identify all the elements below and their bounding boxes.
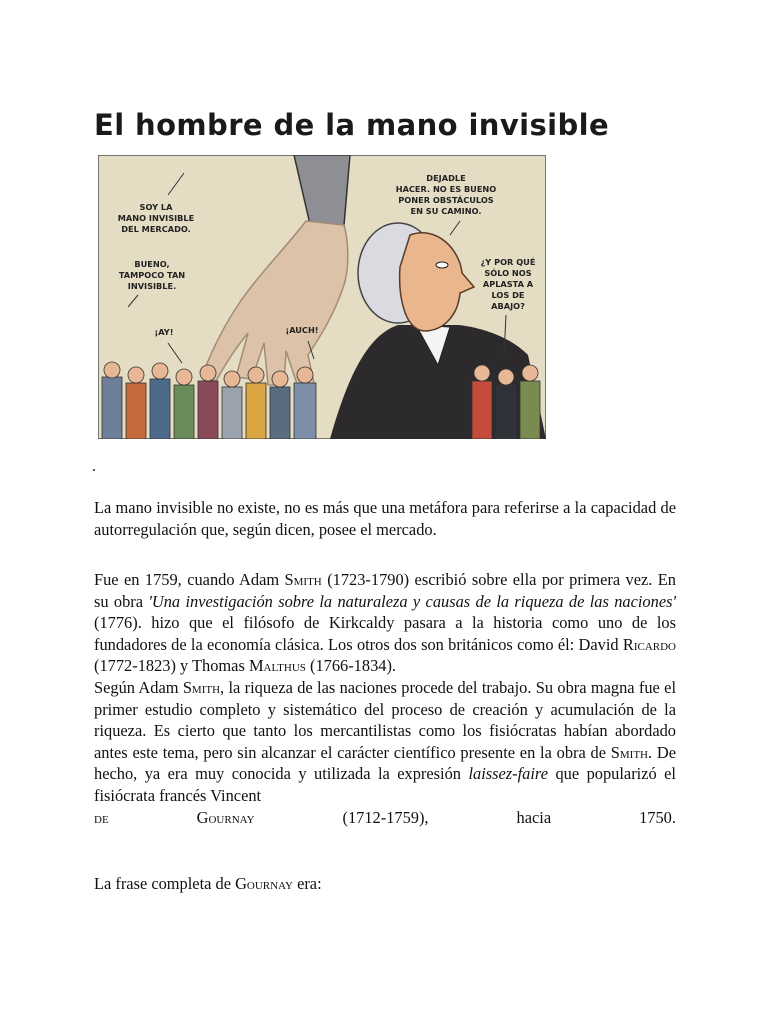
bubble-smith-line-4: EN SU CAMINO. (410, 206, 482, 216)
separator-dot: . (92, 458, 96, 475)
bubble-hand-line-2: MANO INVISIBLE (117, 213, 195, 223)
p2-text-d: (1772-1823) y Thomas (94, 656, 249, 676)
year-1750: 1750. (639, 807, 676, 827)
bubble-smith-line-1: DEJADLE (426, 173, 466, 183)
bubble-reply-line-3: INVISIBLE. (127, 281, 177, 291)
bubble-reply-line-1: BUENO, (134, 259, 170, 269)
de-word: de (94, 807, 109, 827)
smith-name: Smith (610, 742, 649, 762)
paragraph-3-last-line (94, 807, 676, 829)
cartoon-illustration (98, 155, 546, 439)
p2-text-a: Fue en 1759, cuando Adam (94, 570, 285, 589)
p3-text-d: que popularizó el fisiócrata francés Vincent (94, 764, 676, 805)
gournay-name: Gournay (196, 807, 255, 827)
p2-text-c: (1776). hizo que el filósofo de Kirkcaldy pasara a la historia como uno de los fundadores de la economía clásica. Los otros dos son británicos como él: David (94, 613, 676, 654)
gournay-name: Gournay (235, 874, 293, 893)
bubble-ay: ¡AY! (154, 327, 174, 337)
bubble-question-line-1: ¿Y POR QUÉ (480, 257, 536, 267)
p3-text-c: . De hecho, ya era muy conocida y utilizada la expresión (94, 742, 676, 784)
smith-name: Smith (182, 677, 221, 697)
hacia-word: hacia (516, 807, 552, 827)
paragraph-4 (94, 873, 676, 895)
bubble-question-line-4: LOS DE (491, 290, 525, 300)
p3-text-a: Según Adam (94, 677, 183, 697)
p4-text-a: La frase completa de (94, 874, 236, 893)
bubble-auch: ¡AUCH! (285, 325, 319, 335)
bubble-question-line-2: SÓLO NOS (484, 268, 532, 278)
page-title: El hombre de la mano invisible (94, 108, 610, 142)
gournay-years: (1712-1759), (342, 807, 429, 827)
p4-text-b: era: (292, 874, 322, 893)
paragraph-2 (94, 569, 676, 828)
paragraph-2-text (94, 569, 676, 677)
p2-text-e: (1766-1834). (305, 656, 397, 676)
bubble-question-line-3: APLASTA A (482, 279, 534, 289)
p2-text-b: (1723-1790) escribió sobre ella por primera vez. En su obra (94, 570, 676, 611)
smith-name: Smith (284, 570, 322, 589)
laissez-faire: laissez-faire (468, 764, 548, 784)
bubble-smith-line-3: PONER OBSTÁCULOS (398, 195, 494, 205)
paragraph-4-text (94, 873, 676, 895)
paragraph-1 (94, 497, 676, 540)
malthus-name: Malthus (248, 656, 306, 676)
paragraph-1-text: La mano invisible no existe, no es más que una metáfora para referirse a la capacidad de autorregulación que, según dicen, posee el mercado. (94, 498, 676, 539)
p3-text-b: , la riqueza de las naciones procede del trabajo. Su obra magna fue el primer estudio completo y sistemático del proceso de creación y acumulación de la riqueza. Es cierto que tanto los mercantilistas como los fisiócratas habían abordado antes este tema, pero sin alcanzar el carácter científico presente en la obra de (94, 677, 676, 762)
bubble-reply-line-2: TAMPOCO TAN (118, 270, 186, 280)
book-title: 'Una investigación sobre la naturaleza y causas de la riqueza de las naciones' (148, 591, 676, 611)
bubble-hand-line-1: SOY LA (139, 202, 173, 212)
bubble-hand-line-3: DEL MERCADO. (121, 224, 191, 234)
eye-shape (436, 262, 448, 268)
ricardo-name: Ricardo (622, 634, 676, 654)
bubble-question-line-5: ABAJO? (491, 301, 525, 311)
paragraph-3-text (94, 677, 676, 807)
bubble-smith-line-2: HACER. NO ES BUENO (395, 184, 497, 194)
